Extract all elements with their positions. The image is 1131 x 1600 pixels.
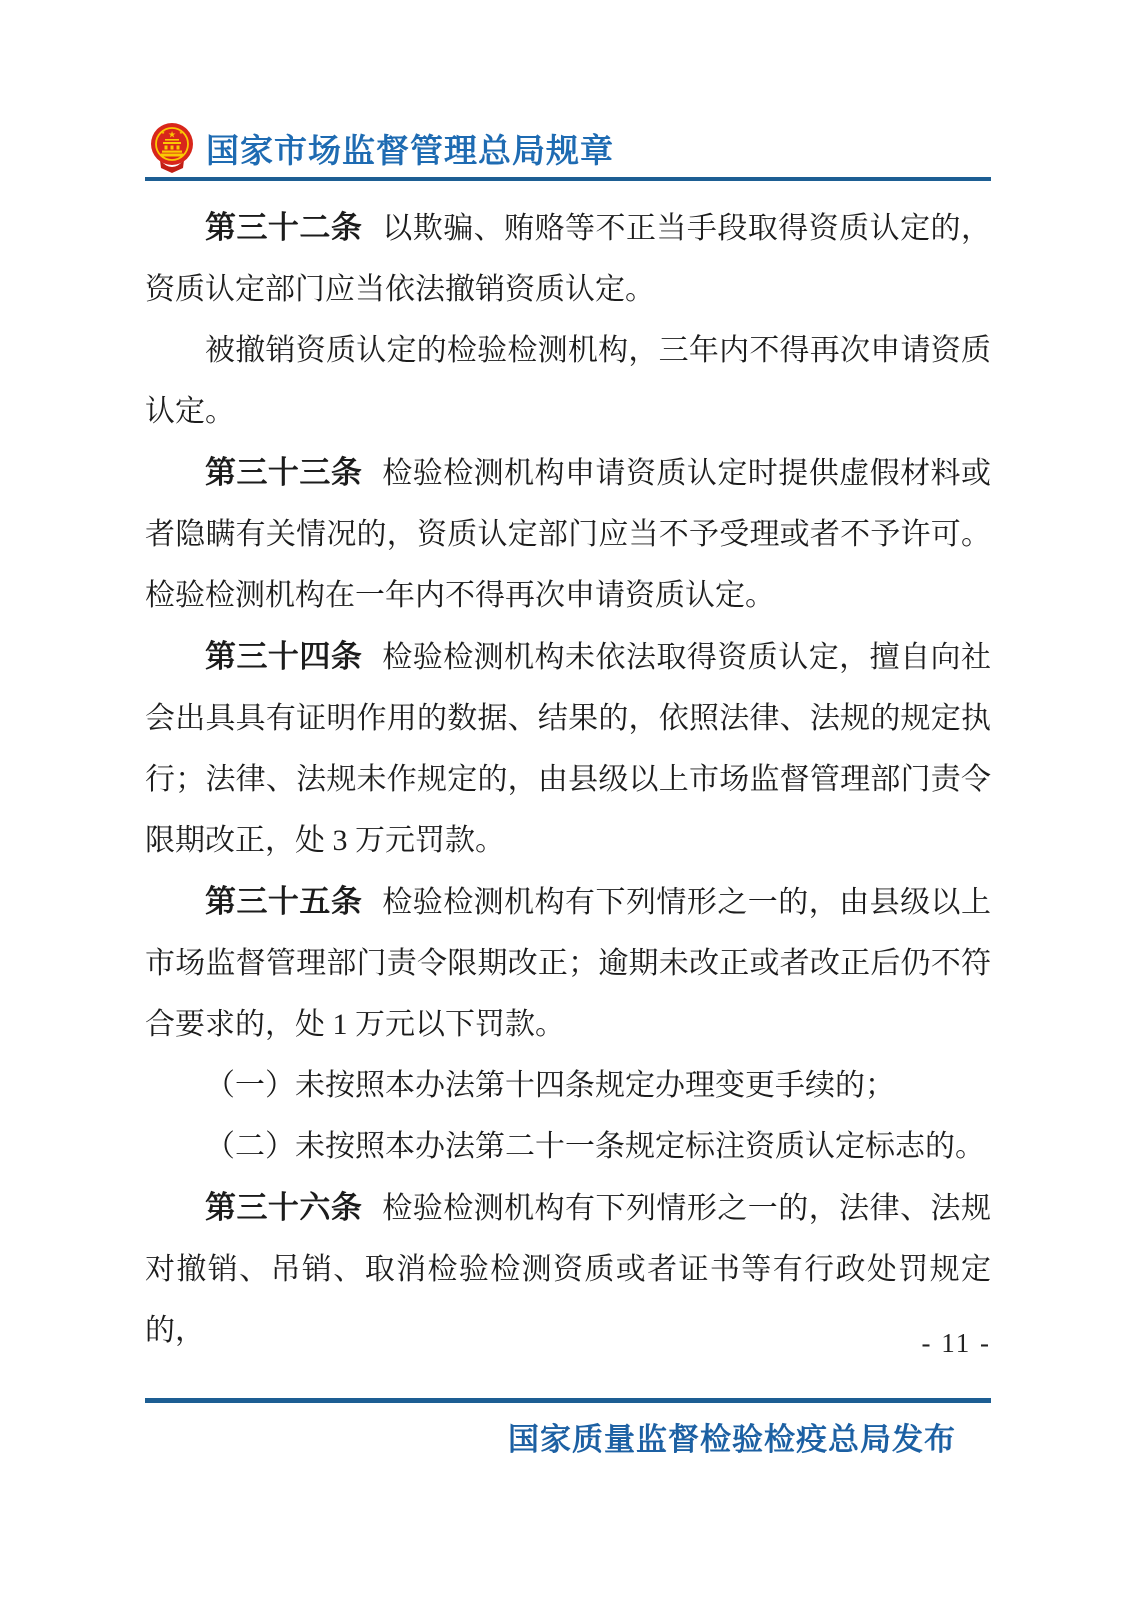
article-number: 第三十四条	[205, 639, 363, 674]
paragraph	[145, 197, 991, 320]
paragraph	[145, 1116, 991, 1177]
header-title: 国家市场监督管理总局规章	[206, 131, 614, 169]
paragraph	[145, 442, 991, 626]
article-number: 第三十五条	[205, 884, 363, 919]
article-text: 检验检测机构未依法取得资质认定，擅自向社会出具具有证明作用的数据、结果的，依照法律、法规的规定执行；法律、法规未作规定的，由县级以上市场监督管理部门责令限期改正，处 3 万元罚款。	[145, 641, 992, 857]
article-text: （二）未按照本办法第二十一条规定标注资质认定标志的。	[205, 1130, 985, 1163]
document-header	[150, 120, 614, 176]
header-rule	[145, 177, 991, 181]
article-number: 第三十二条	[205, 210, 363, 245]
article-text: 被撤销资质认定的检验检测机构，三年内不得再次申请资质认定。	[145, 334, 991, 428]
article-text: 检验检测机构有下列情形之一的，法律、法规对撤销、吊销、取消检验检测资质或者证书等有行政处罚规定的，	[145, 1192, 992, 1347]
article-text: 以欺骗、贿赂等不正当手段取得资质认定的，资质认定部门应当依法撤销资质认定。	[145, 212, 992, 306]
national-emblem-icon	[150, 122, 194, 174]
paragraph	[145, 626, 991, 871]
svg-text:★: ★	[178, 131, 184, 136]
article-number: 第三十六条	[205, 1190, 363, 1225]
page-number: - 11 -	[921, 1328, 991, 1358]
publisher-line: 国家质量监督检验检疫总局发布	[508, 1422, 956, 1457]
paragraph	[145, 1055, 991, 1116]
paragraph	[145, 320, 991, 442]
footer-rule	[145, 1398, 991, 1403]
article-text: 检验检测机构申请资质认定时提供虚假材料或者隐瞒有关情况的，资质认定部门应当不予受理或者不予许可。检验检测机构在一年内不得再次申请资质认定。	[145, 457, 992, 612]
article-number: 第三十三条	[205, 455, 363, 490]
article-text: （一）未按照本办法第十四条规定办理变更手续的；	[205, 1069, 895, 1102]
article-text: 检验检测机构有下列情形之一的，由县级以上市场监督管理部门责令限期改正；逾期未改正或者改正后仍不符合要求的，处 1 万元以下罚款。	[145, 886, 992, 1041]
svg-text:★: ★	[167, 129, 177, 140]
svg-text:★: ★	[160, 131, 166, 136]
document-body	[145, 197, 991, 1361]
paragraph	[145, 871, 991, 1055]
